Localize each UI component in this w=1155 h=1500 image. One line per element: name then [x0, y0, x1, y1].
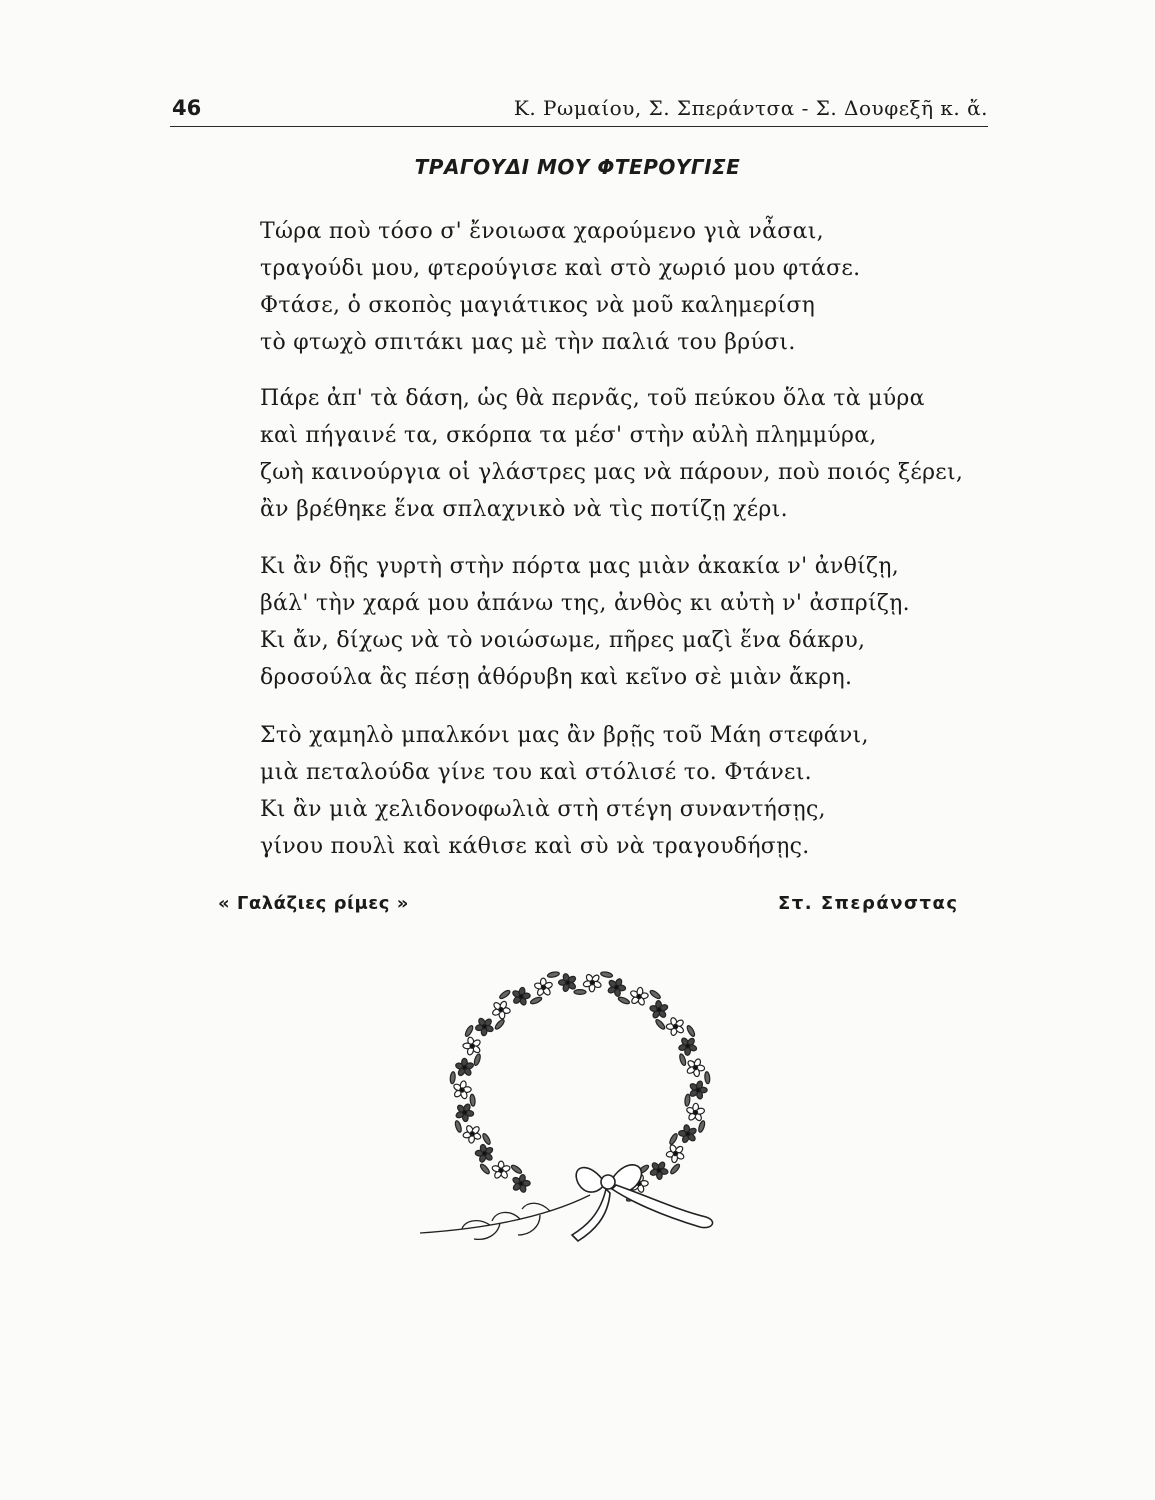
running-header	[170, 96, 988, 127]
poem-line: δροσούλα ἂς πέσῃ ἀθόρυβη καὶ κεῖνο σὲ μιὰν ἄκρη.	[260, 665, 853, 690]
poem-line: Στὸ χαμηλὸ μπαλκόνι μας ἂν βρῇς τοῦ Μάη στεφάνι,	[260, 723, 869, 748]
page-number: 46	[172, 96, 202, 120]
wreath-flower	[666, 1144, 685, 1175]
wreath-flower	[454, 1120, 482, 1143]
floral-wreath-ornament-icon	[400, 965, 760, 1265]
wreath-flower	[455, 1053, 481, 1076]
poem-line: ἂν βρέθηκε ἕνα σπλαχνικὸ νὰ τὶς ποτίζῃ χέρι.	[260, 497, 788, 522]
poem-line: Φτάσε, ὁ σκοπὸς μαγιάτικος νὰ μοῦ καλημερίση	[260, 293, 816, 318]
poem-line: Κι ἂν μιὰ χελιδονοφωλιὰ στὴ στέγη συναντήσῃς,	[260, 797, 826, 822]
poem-author: Στ. Σπεράνστας	[778, 893, 959, 914]
poem-line: μιὰ πεταλούδα γίνε του καὶ στόλισέ το. Φτάνει.	[260, 760, 812, 785]
poem-title: ΤΡΑΓΟΥΔΙ ΜΟΥ ΦΤΕΡΟΥΓΙΣΕ	[414, 155, 741, 179]
wreath-flower	[475, 1017, 506, 1036]
poem-line: Κι ἄν, δίχως νὰ τὸ νοιώσωμε, πῆρες μαζὶ ἕνα δάκρυ,	[260, 628, 866, 653]
poem-line: Κι ἂν δῇς γυρτὴ στὴν πόρτα μας μιὰν ἀκακία ν' ἀνθίζῃ,	[260, 554, 900, 579]
poem-line: Πάρε ἀπ' τὰ δάση, ὡς θὰ περνᾶς, τοῦ πεύκου ὅλα τὰ μύρα	[260, 386, 925, 411]
poem-line: τὸ φτωχὸ σπιτάκι μας μὲ τὴν παλιά του βρύσι.	[260, 330, 796, 355]
poem-line: Τώρα ποὺ τόσο σ' ἔνοιωσα χαρούμενο γιὰ νἆσαι,	[260, 219, 824, 244]
running-header-title: Κ. Ρωμαίου, Σ. Σπεράντσα - Σ. Δουφεξῆ κ. ἄ.	[513, 96, 988, 120]
wreath-flower	[558, 973, 586, 994]
stanza-1	[260, 213, 1000, 361]
poem-line: ζωὴ καινούργια οἱ γλάστρες μας νὰ πάρουν, ποὺ ποιός ξέρει,	[260, 460, 964, 485]
stanza-4	[260, 717, 1000, 865]
poem-source: « Γαλάζιες ρίμες »	[218, 893, 409, 914]
wreath-flower	[649, 1000, 668, 1030]
wreath-flower	[686, 1058, 710, 1084]
poem-line: βάλ' τὴν χαρά μου ἀπάνω της, ἀνθὸς κι αὐτὴ ν' ἀσπρίζῃ.	[260, 591, 910, 616]
poem-line: τραγούδι μου, φτερούγισε καὶ στὸ χωριό μου φτάσε.	[260, 256, 861, 281]
wreath-flower	[534, 971, 560, 997]
stanza-2	[260, 380, 1000, 528]
poem-line: καὶ πήγαινέ τα, σκόρπα τα μέσ' στὴν αὐλὴ πλημμύρα,	[260, 423, 877, 448]
wreath-flower	[492, 989, 511, 1019]
wreath-flower	[510, 1164, 530, 1193]
wreath-flower	[479, 1161, 511, 1179]
wreath-flower	[666, 1017, 696, 1037]
stanza-3	[260, 548, 1000, 696]
wreath-flower	[607, 978, 630, 1005]
wreath-flower	[684, 1080, 707, 1106]
wreath-flower	[668, 1124, 697, 1145]
poem-line: γίνου πουλὶ καὶ κάθισε καὶ σὺ νὰ τραγουδήσῃς.	[260, 834, 810, 859]
